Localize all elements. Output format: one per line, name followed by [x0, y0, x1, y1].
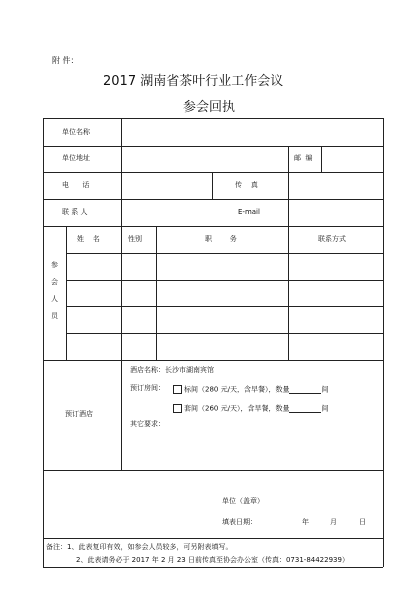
unit-address-field[interactable] [123, 148, 286, 170]
unit-name-field[interactable] [123, 120, 381, 144]
room1-option: 标间（280 元/天，含早餐），数量 间 [173, 385, 328, 394]
other-requirements-field[interactable] [175, 418, 380, 466]
phone-label: 电 话 [62, 181, 90, 189]
hotel-label: 预订酒店 [65, 410, 93, 418]
other-requirements-label: 其它要求： [130, 420, 165, 428]
contact-label: 联 系 人 [62, 208, 88, 216]
booking-label: 预订房间： [130, 384, 165, 392]
seal-label: 单位（盖章） [222, 497, 264, 505]
column-name: 姓 名 [77, 235, 100, 243]
column-position: 职 务 [205, 235, 237, 243]
postcode-field[interactable] [323, 148, 381, 170]
email-label: E-mail [238, 208, 260, 216]
page-subtitle: 参会回执 [183, 100, 236, 115]
fax-field[interactable] [290, 174, 381, 197]
year-label: 年 [302, 518, 309, 526]
email-field[interactable] [290, 201, 381, 224]
room2-checkbox[interactable] [173, 404, 182, 413]
attendees-label-2: 会 [51, 278, 58, 286]
contact-field[interactable] [123, 201, 210, 224]
note-2: 2、此表请务必于 2017 年 2 月 23 日前传真至协会办公室（传真：0731-84422939） [76, 556, 349, 564]
attendee-name-cell[interactable] [68, 255, 119, 278]
attendees-label-3: 人 [51, 295, 58, 303]
attendee-name-cell[interactable] [68, 282, 119, 304]
room1-quantity[interactable] [289, 385, 321, 394]
phone-field[interactable] [123, 174, 210, 197]
month-label: 月 [330, 518, 337, 526]
day-label: 日 [359, 518, 366, 526]
hotel-name: 酒店名称：长沙市湖南宾馆 [130, 366, 214, 374]
attendees-label-4: 员 [51, 312, 58, 320]
note-1: 备注：1、此表复印有效，如参会人员较多，可另附表填写。 [46, 543, 233, 551]
unit-address-label: 单位地址 [62, 154, 90, 162]
fax-label: 传 真 [235, 181, 258, 189]
room2-option: 套间（260 元/天），含早餐，数量 间 [173, 404, 328, 413]
attachment-label: 附 件： [52, 56, 79, 65]
attendee-name-cell[interactable] [68, 308, 119, 331]
attendees-label-1: 参 [51, 261, 58, 269]
page-title: 2017 湖南省茶叶行业工作会议 [103, 74, 284, 89]
unit-name-label: 单位名称 [62, 128, 90, 136]
room1-checkbox[interactable] [173, 385, 182, 394]
attendee-name-cell[interactable] [68, 335, 119, 358]
column-gender: 性别 [128, 235, 142, 243]
column-contact-info: 联系方式 [318, 235, 346, 243]
room2-quantity[interactable] [289, 404, 321, 413]
fill-date-label: 填表日期： [222, 518, 257, 526]
postcode-label: 邮 编 [294, 154, 313, 162]
